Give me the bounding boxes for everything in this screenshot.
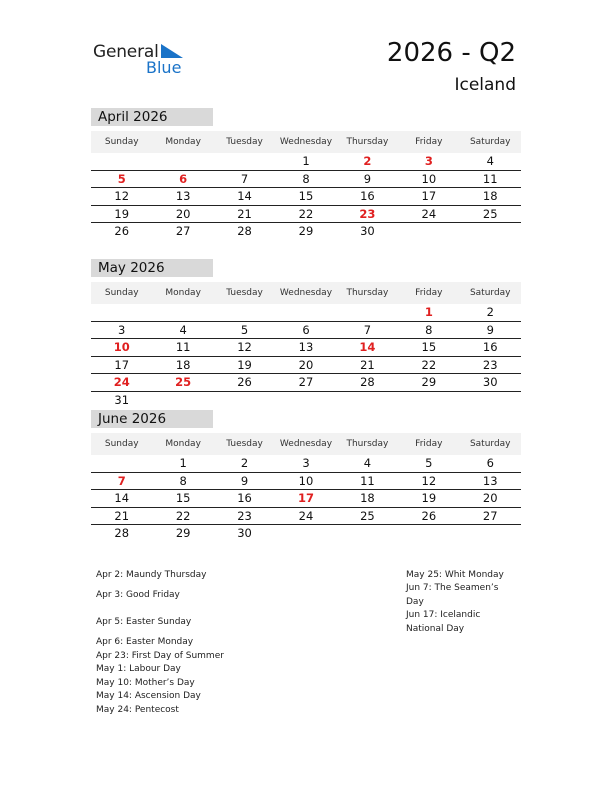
month-june [91, 410, 521, 542]
date-cell: 27 [175, 224, 191, 238]
date-cell: 2 [486, 305, 494, 319]
date-cell: 24 [298, 508, 314, 523]
date-cell [398, 525, 459, 542]
date-cell: 9 [486, 322, 494, 337]
date-cell: 18 [360, 491, 375, 505]
date-cell: 27 [298, 375, 314, 389]
week-row [91, 525, 521, 542]
weekday-label: Thursday [346, 288, 389, 298]
weekday-label: Wednesday [279, 288, 333, 298]
weekday-label: Monday [165, 439, 201, 449]
date-cell: 30 [482, 375, 498, 389]
date-cell: 20 [175, 206, 191, 221]
date-cell: 26 [114, 224, 130, 238]
date-cell: 30 [237, 526, 252, 540]
holiday-list-item: Apr 2: Maundy Thursday [96, 570, 207, 580]
date-cell [398, 223, 459, 240]
week-row [91, 223, 521, 240]
holiday-list-item: Day [406, 597, 424, 607]
holiday-date-cell: 6 [179, 171, 188, 186]
date-cell: 21 [114, 508, 130, 523]
week-row [91, 374, 521, 392]
date-cell: 25 [360, 508, 375, 523]
date-cell: 3 [302, 456, 310, 470]
date-cell [152, 153, 213, 170]
weekday-label: Wednesday [279, 137, 333, 147]
date-cell: 3 [118, 322, 126, 337]
date-cell: 12 [237, 340, 252, 354]
month-header: May 2026 [91, 259, 213, 277]
date-cell: 11 [482, 171, 498, 186]
date-cell: 9 [240, 473, 249, 488]
holiday-list-item: Apr 3: Good Friday [96, 590, 180, 600]
date-cell: 16 [360, 189, 375, 203]
date-cell: 6 [486, 456, 494, 470]
holiday-date-cell: 2 [363, 154, 372, 168]
date-cell: 26 [237, 375, 252, 389]
date-cell: 4 [179, 322, 187, 337]
weekday-label: Wednesday [279, 439, 333, 449]
date-cell [460, 525, 521, 542]
weekday-label: Friday [415, 137, 443, 147]
date-cell: 26 [421, 508, 437, 523]
date-cell [337, 525, 398, 542]
holiday-list-item: Jun 7: The Seamen’s [406, 583, 499, 593]
date-cell: 12 [421, 473, 437, 488]
holiday-date-cell: 7 [117, 473, 126, 488]
date-cell [91, 153, 152, 170]
week-row [91, 490, 521, 508]
holiday-list-item: May 10: Mother’s Day [96, 678, 195, 688]
date-cell [214, 153, 275, 170]
week-row [91, 322, 521, 340]
page-title: 2026 - Q2 [386, 38, 516, 68]
date-cell: 18 [175, 357, 191, 372]
date-cell: 5 [240, 322, 249, 337]
weekday-label: Monday [165, 288, 201, 298]
date-cell: 11 [360, 473, 375, 488]
date-cell: 9 [363, 171, 372, 186]
holiday-date-cell: 1 [424, 305, 433, 319]
week-row [91, 188, 521, 206]
date-cell [91, 304, 152, 321]
date-cell: 12 [114, 189, 130, 203]
date-cell [275, 392, 336, 409]
date-cell: 16 [237, 491, 252, 505]
date-cell: 27 [482, 508, 498, 523]
holiday-date-cell: 10 [113, 340, 130, 354]
date-cell: 19 [237, 357, 252, 372]
date-cell: 23 [237, 508, 252, 523]
date-cell: 28 [360, 375, 375, 389]
date-cell: 2 [240, 456, 249, 470]
date-cell: 29 [175, 526, 191, 540]
weekday-header-row [91, 282, 521, 304]
weekday-label: Saturday [469, 137, 511, 147]
date-cell [398, 392, 459, 409]
date-cell: 13 [175, 189, 191, 203]
holiday-list-item: May 25: Whit Monday [406, 570, 504, 580]
date-cell: 15 [175, 491, 191, 505]
week-row [91, 455, 521, 473]
date-cell: 4 [486, 154, 494, 168]
triangle-flag-icon [161, 44, 183, 60]
holiday-date-cell: 17 [297, 491, 314, 505]
month-header: April 2026 [91, 108, 213, 126]
date-cell: 14 [114, 491, 130, 505]
date-cell: 25 [482, 206, 498, 221]
date-cell [91, 455, 152, 472]
date-cell: 4 [363, 456, 372, 470]
date-cell: 29 [421, 375, 437, 389]
date-cell: 29 [298, 224, 314, 238]
logo-text-blue: Blue [146, 58, 182, 77]
weekday-header-row [91, 433, 521, 455]
week-row [91, 339, 521, 357]
date-cell: 14 [237, 189, 252, 203]
weekday-label: Monday [165, 137, 201, 147]
date-cell: 17 [421, 189, 437, 203]
holiday-date-cell: 24 [113, 375, 130, 389]
holiday-list-item: Apr 23: First Day of Summer [96, 651, 224, 661]
logo [93, 42, 193, 78]
holiday-list-item: May 1: Labour Day [96, 664, 181, 674]
date-cell: 28 [237, 224, 252, 238]
date-cell: 18 [482, 189, 498, 203]
date-cell: 7 [240, 171, 249, 186]
week-row [91, 473, 521, 491]
date-cell: 21 [237, 206, 252, 221]
date-cell: 15 [298, 189, 314, 203]
date-cell: 22 [298, 206, 314, 221]
weekday-label: Friday [415, 288, 443, 298]
week-row [91, 153, 521, 171]
weekday-label: Tuesday [226, 288, 263, 298]
date-cell: 23 [482, 357, 498, 372]
date-cell [152, 304, 213, 321]
holiday-list-item: May 14: Ascension Day [96, 691, 201, 701]
date-cell [214, 392, 275, 409]
holiday-date-cell: 25 [175, 375, 192, 389]
holiday-list-item: Apr 5: Easter Sunday [96, 617, 192, 627]
logo-text-general: General [93, 42, 159, 62]
holiday-date-cell: 23 [359, 206, 376, 221]
month-header: June 2026 [91, 410, 213, 428]
date-cell: 11 [175, 340, 191, 354]
date-cell: 24 [421, 206, 437, 221]
date-cell: 15 [421, 340, 437, 354]
holiday-list-item: National Day [406, 624, 465, 634]
date-cell: 19 [421, 491, 437, 505]
weekday-label: Saturday [469, 439, 511, 449]
weekday-header-row [91, 131, 521, 153]
holiday-list-item: Jun 17: Icelandic [406, 610, 481, 620]
date-cell [275, 525, 336, 542]
holiday-list-item: Apr 6: Easter Monday [96, 637, 194, 647]
date-cell: 8 [302, 171, 310, 186]
week-row [91, 357, 521, 375]
weekday-label: Thursday [346, 439, 389, 449]
date-cell: 10 [298, 473, 314, 488]
date-cell: 31 [114, 392, 130, 407]
date-cell: 1 [179, 456, 187, 470]
date-cell: 1 [302, 154, 310, 168]
weekday-label: Tuesday [226, 137, 263, 147]
date-cell: 13 [298, 340, 314, 354]
date-cell [460, 223, 521, 240]
weekday-label: Saturday [469, 288, 511, 298]
date-cell: 8 [425, 322, 433, 337]
weekday-label: Sunday [104, 137, 139, 147]
date-cell [152, 392, 213, 409]
date-cell: 7 [363, 322, 372, 337]
week-row [91, 171, 521, 189]
date-cell: 22 [421, 357, 437, 372]
weekday-label: Sunday [104, 439, 139, 449]
date-cell: 21 [360, 357, 375, 372]
date-cell: 22 [175, 508, 191, 523]
holiday-date-cell: 5 [117, 171, 126, 186]
date-cell [337, 392, 398, 409]
date-cell: 8 [179, 473, 187, 488]
weekday-label: Tuesday [226, 439, 263, 449]
holiday-date-cell: 3 [424, 154, 433, 168]
weekday-label: Thursday [346, 137, 389, 147]
date-cell: 30 [360, 224, 375, 238]
date-cell: 20 [482, 491, 498, 505]
date-cell [214, 304, 275, 321]
week-row [91, 508, 521, 526]
date-cell: 16 [482, 340, 498, 354]
country-name: Iceland [454, 75, 516, 95]
week-row [91, 206, 521, 224]
month-may [91, 259, 521, 408]
holiday-list-item: May 24: Pentecost [96, 705, 179, 715]
date-cell [275, 304, 336, 321]
date-cell: 19 [114, 206, 130, 221]
date-cell: 13 [482, 473, 498, 488]
week-row [91, 304, 521, 322]
week-row [91, 392, 521, 409]
holiday-date-cell: 14 [359, 340, 376, 354]
weekday-label: Friday [415, 439, 443, 449]
date-cell [337, 304, 398, 321]
date-cell: 20 [298, 357, 314, 372]
date-cell: 10 [421, 171, 437, 186]
date-cell: 28 [114, 526, 130, 540]
month-april [91, 108, 521, 240]
date-cell: 6 [302, 322, 310, 337]
weekday-label: Sunday [104, 288, 139, 298]
date-cell: 5 [425, 456, 433, 470]
date-cell [460, 392, 521, 409]
date-cell: 17 [114, 357, 130, 372]
